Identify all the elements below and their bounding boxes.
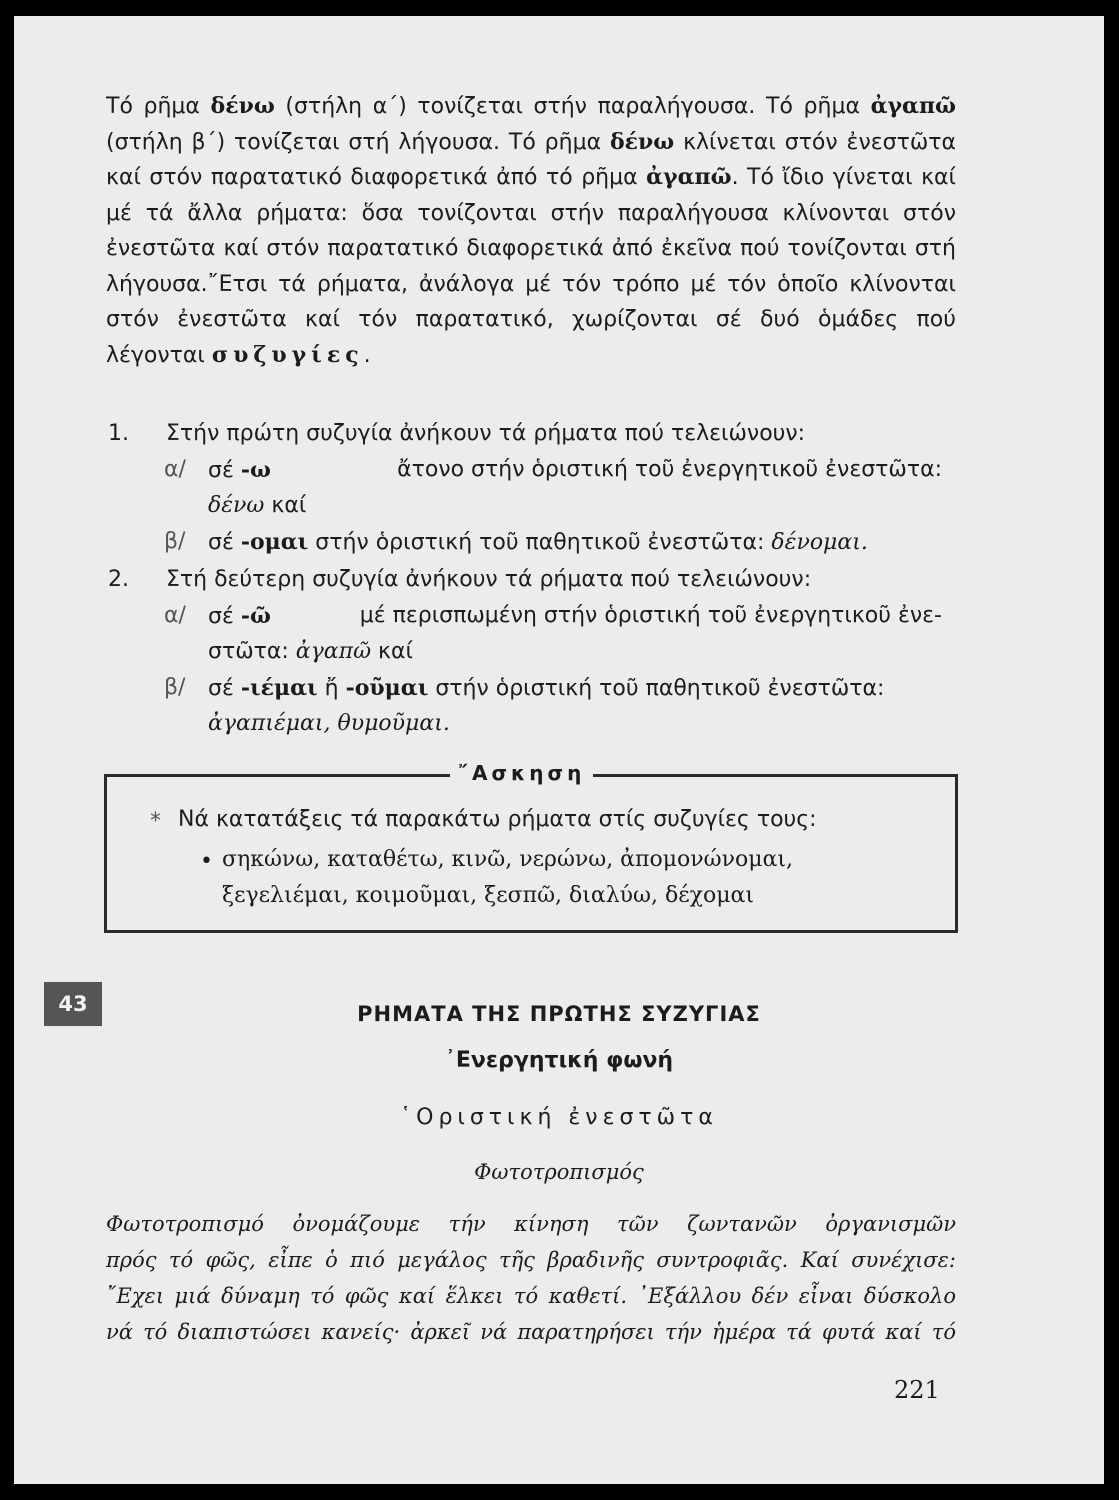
lesson-number-badge: 43 xyxy=(44,982,102,1026)
item1-b-text xyxy=(208,529,868,555)
item1-a-example-line xyxy=(208,493,306,518)
story-line-2: πρός τό φῶς, εἶπε ὁ πιό μεγάλος τῆς βραδινῆς συντροφιᾶς. Καί συνέχισε: xyxy=(106,1248,956,1272)
item2-a-example: ἀγαπῶ xyxy=(295,639,372,664)
intro-emphasis: ἀγαπῶ xyxy=(646,164,732,190)
item2-b-text xyxy=(208,675,884,701)
list-number-1: 1. xyxy=(108,421,129,446)
item2-b-post: στήν ὁριστική τοῦ παθητικοῦ ἐνεστῶτα: xyxy=(428,676,885,701)
item2-a-pre: σέ xyxy=(208,604,241,629)
item2-a-post: μέ περισπωμένη στήν ὁριστική τοῦ ἐνεργητικοῦ ἐνε- xyxy=(359,603,942,628)
list-number-2: 2. xyxy=(108,567,129,592)
item2-b-ending-1: -ιέμαι xyxy=(240,675,318,701)
exercise-star: * xyxy=(150,809,161,834)
section-title: ΡΗΜΑΤΑ ΤΗΣ ΠΡΩΤΗΣ ΣΥΖΥΓΙΑΣ xyxy=(357,1002,761,1026)
item1-b-post: στήν ὁριστική τοῦ παθητικοῦ ἐνεστῶτα: xyxy=(308,530,772,555)
intro-text: . xyxy=(363,342,371,368)
item2-a-ending: -ῶ xyxy=(240,603,271,629)
item1-b-pre: σέ xyxy=(208,530,241,555)
item2-a-marker: α/ xyxy=(164,603,186,628)
item2-b-marker: β/ xyxy=(164,675,186,700)
intro-text: (στήλη β΄) τονίζεται στή λήγουσα. Τό ρῆμα xyxy=(106,129,610,155)
item1-b-marker: β/ xyxy=(164,529,186,554)
item1-a-and: καί xyxy=(264,493,307,518)
section-voice: ᾿Ενεργητική φωνή xyxy=(444,1048,674,1073)
item1-a-example: δένω xyxy=(208,493,265,518)
item2-b-pre: σέ xyxy=(208,676,241,701)
story-title: Φωτοτροπισμός xyxy=(474,1160,644,1184)
item1-a-pre: σέ xyxy=(208,458,241,483)
item2-a-example-line xyxy=(208,639,413,664)
intro-paragraph xyxy=(106,89,956,373)
page-number: 221 xyxy=(894,1376,940,1404)
story-line-3: ῎Εχει μιά δύναμη τό φῶς καί ἕλκει τό καθετί. ᾿Εξάλλου δέν εἶναι δύσκολο xyxy=(106,1284,956,1308)
intro-emphasis: δένω xyxy=(609,128,675,155)
list-item-2-text: Στή δεύτερη συζυγία ἀνήκουν τά ρήματα πού τελειώνουν: xyxy=(166,567,812,592)
item2-a-cont: στῶτα: xyxy=(208,639,296,664)
exercise-instruction: Νά κατατάξεις τά παρακάτω ρήματα στίς συζυγίες τους: xyxy=(178,807,817,832)
story-line-4: νά τό διαπιστώσει κανείς· ἀρκεῖ νά παρατηρήσει τήν ἡμέρα τά φυτά καί τό xyxy=(106,1320,956,1344)
item1-b-example: δένομαι. xyxy=(771,530,868,555)
item2-b-mid: ἤ xyxy=(317,676,346,701)
item2-b-example: ἀγαπιέμαι, θυμοῦμαι. xyxy=(208,711,450,736)
intro-emphasis: συζυγίες xyxy=(211,341,364,368)
intro-text: (στήλη α΄) τονίζεται στήν παραλήγουσα. Τό ρῆμα xyxy=(274,94,871,119)
item1-a-text xyxy=(208,457,942,483)
intro-emphasis: ἀγαπῶ xyxy=(870,93,956,119)
item2-a-text xyxy=(208,603,942,629)
intro-text: . Τό ἴδιο γίνεται καί μέ τά ἄλλα ρήματα: ὅσα τονίζονται στήν παραλήγουσα κλίνονται στόν ἐνεστῶτα καί στόν παρατατικό διαφορετικά ἀπό ἐκεῖνα πού τονίζονται στή λήγουσα.῎Ετσι τά ρήματα, ἀνάλογα μέ τόν τρόπο μέ τόν ὁποῖο κλίνονται στόν ἐνεστῶτα καί τόν παρατατικό, χωρίζονται σέ δυό ὁμάδες πού λέγονται xyxy=(106,165,957,368)
exercise-bullet: • xyxy=(200,849,213,874)
book-page xyxy=(14,16,1104,1484)
list-item-1-text: Στήν πρώτη συζυγία ἀνήκουν τά ρήματα πού τελειώνουν: xyxy=(166,421,806,446)
exercise-verbs-line-1: σηκώνω, καταθέτω, κινῶ, νερώνω, ἀπομονώνομαι, xyxy=(222,847,793,872)
item2-a-and: καί xyxy=(371,639,413,664)
section-mood: ῾Οριστική ἐνεστῶτα xyxy=(400,1105,718,1130)
intro-text: κλίνεται στόν ἐνεστῶτα καί στόν παρατατικό διαφορετικά ἀπό τό ρῆμα xyxy=(106,129,956,190)
item1-a-ending: -ω xyxy=(240,457,271,483)
intro-text: Τό ρῆμα xyxy=(106,94,211,119)
item1-b-ending: -ομαι xyxy=(240,529,309,555)
item2-b-ending-2: -οῦμαι xyxy=(345,675,429,701)
item1-a-marker: α/ xyxy=(164,457,186,482)
item1-a-post: ἄτονο στήν ὁριστική τοῦ ἐνεργητικοῦ ἐνεστῶτα: xyxy=(397,457,942,482)
intro-emphasis: δένω xyxy=(210,93,275,119)
story-line-1: Φωτοτροπισμό ὀνομάζουμε τήν κίνηση τῶν ζωντανῶν ὀργανισμῶν xyxy=(106,1212,956,1236)
exercise-title: ῎Ασκηση xyxy=(450,761,593,785)
exercise-verbs-line-2: ξεγελιέμαι, κοιμοῦμαι, ξεσπῶ, διαλύω, δέχομαι xyxy=(222,883,754,908)
